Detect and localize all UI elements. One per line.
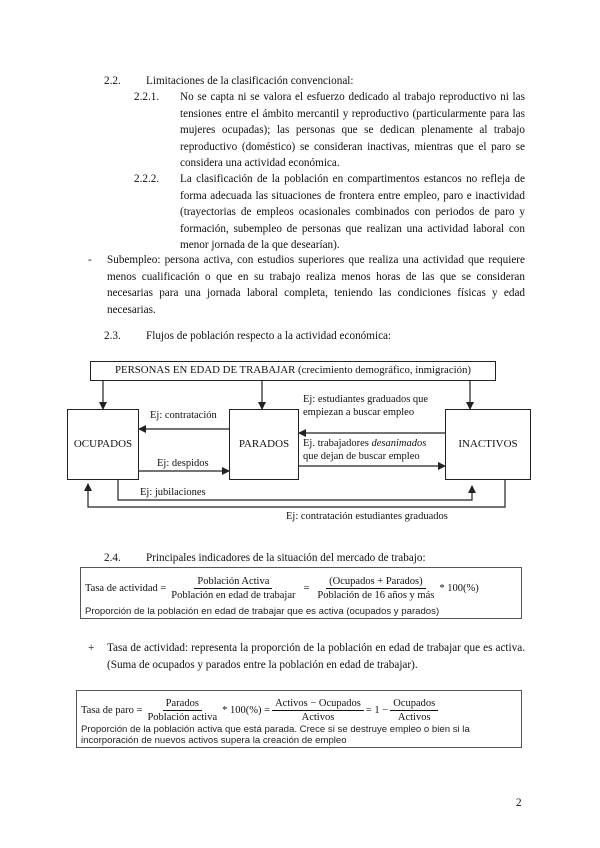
tasa-actividad-text: Tasa de actividad: representa la proporción de la población en edad de trabajar que es activa. (Suma de ocupados y parados entre la población en edad de trabajar). (107, 642, 525, 671)
label-despidos: Ej: despidos (157, 458, 209, 469)
subsection-2-2-2-text: La clasificación de la población en compartimentos estancos no refleja de forma adecuada las situaciones de frontera entre empleo, paro e inactividad (trayectorias de empleos ocasionales combinados con periodos de paro y formación, subempleo de personas que realizan una actividad laboral con menor jornada de la que desearían). (180, 173, 525, 251)
formula1-fraction2 (314, 575, 437, 602)
label-jubilaciones: Ej: jubilaciones (140, 487, 206, 498)
formula2-fraction1 (144, 697, 220, 724)
formula1-fraction1 (168, 575, 298, 602)
label-estudiantes-line2: empiezan a buscar empleo (303, 407, 415, 418)
box-parados (229, 409, 299, 480)
box-ocupados (67, 409, 139, 480)
parados-label: PARADOS (238, 438, 290, 450)
section-2-4-title: Principales indicadores de la situación del mercado de trabajo: (146, 552, 426, 564)
label-trabajadores-line2: que dejan de buscar empleo (303, 451, 420, 462)
formula1-den2: Población de 16 años y más (317, 590, 435, 601)
box-inactivos (445, 409, 531, 480)
label-estudiantes-line1: Ej: estudiantes graduados que (303, 394, 429, 405)
section-2-3-number: 2.3. (104, 330, 121, 342)
formula2-note-line1: Proporción de la población activa que está parada. Crece si se destruye empleo o bien si la (81, 724, 470, 735)
formula1-den1: Población en edad de trabajar (171, 590, 296, 601)
box-personas-label: PERSONAS EN EDAD DE TRABAJAR (crecimiento demográfico, inmigración) (114, 364, 472, 376)
formula2-note-line2: incorporación de nuevos activos supera la creación de empleo (81, 735, 347, 746)
inactivos-label: INACTIVOS (458, 438, 518, 450)
ocupados-label: OCUPADOS (73, 438, 133, 450)
section-2-4-number: 2.4. (104, 552, 121, 564)
section-2-3-title: Flujos de población respecto a la actividad económica: (146, 330, 392, 342)
formula-tasa-actividad (80, 567, 522, 619)
subempleo-bullet: - (88, 254, 92, 266)
label-contratacion-graduados: Ej: contratación estudiantes graduados (286, 511, 448, 522)
formula1-num1: Población Activa (194, 575, 272, 589)
formula1-tail: * 100(%) (439, 583, 479, 594)
formula2-den1: Población activa (147, 711, 218, 723)
formula2-fraction3 (390, 697, 438, 724)
formula1-lhs: Tasa de actividad = (85, 583, 167, 594)
section-2-2-number: 2.2. (104, 75, 121, 87)
label-desanimados: desanimados (371, 438, 427, 449)
formula1-equals: = (303, 583, 310, 594)
section-2-2-title: Limitaciones de la clasificación convencional: (146, 75, 354, 87)
formula-tasa-paro-expression (81, 694, 440, 726)
tasa-actividad-bullet: + (88, 642, 95, 654)
formula-tasa-paro (76, 690, 522, 748)
formula2-num3: Ocupados (390, 697, 438, 711)
label-trabajadores-text: Ej. trabajadores (303, 438, 369, 449)
label-trabajadores-line1 (303, 438, 426, 450)
formula2-mid: * 100(%) = (222, 704, 271, 716)
box-personas-edad-trabajar (90, 361, 496, 381)
subsection-2-2-1-number: 2.2.1. (134, 91, 160, 103)
subsection-2-2-2-number: 2.2.2. (134, 173, 160, 185)
label-contratacion: Ej: contratación (150, 410, 217, 421)
formula2-lhs: Tasa de paro = (81, 704, 143, 716)
formula2-eq2: = 1 − (365, 704, 389, 716)
formula1-note: Proporción de la población en edad de trabajar que es activa (ocupados y parados) (85, 606, 440, 617)
formula2-num1: Parados (163, 697, 202, 711)
subsection-2-2-1-text: No se capta ni se valora el esfuerzo dedicado al trabajo reproductivo ni las tensiones entre el ámbito mercantil y reproductivo (particularmente para las mujeres ocupadas); las personas que se dedican plenamente al trabajo reproductivo (doméstico) se consideran inactivas, mientras que el paro se considera una actividad económica. (180, 91, 525, 169)
formula-tasa-actividad-expression (85, 572, 479, 605)
formula1-num2: (Ocupados + Parados) (326, 575, 425, 589)
formula2-fraction2 (272, 697, 364, 724)
page-number: 2 (516, 797, 522, 809)
formula2-num2: Activos − Ocupados (272, 697, 364, 711)
formula2-den2: Activos (301, 711, 335, 723)
subempleo-text: Subempleo: persona activa, con estudios superiores que realiza una actividad que requiere menos cualificación o que en su trabajo realiza menos horas de las que se consideran necesarias para una jornada laboral completa, teniendo las condiciones físicas y edad necesarias. (107, 254, 525, 316)
formula2-den3: Activos (397, 711, 431, 723)
